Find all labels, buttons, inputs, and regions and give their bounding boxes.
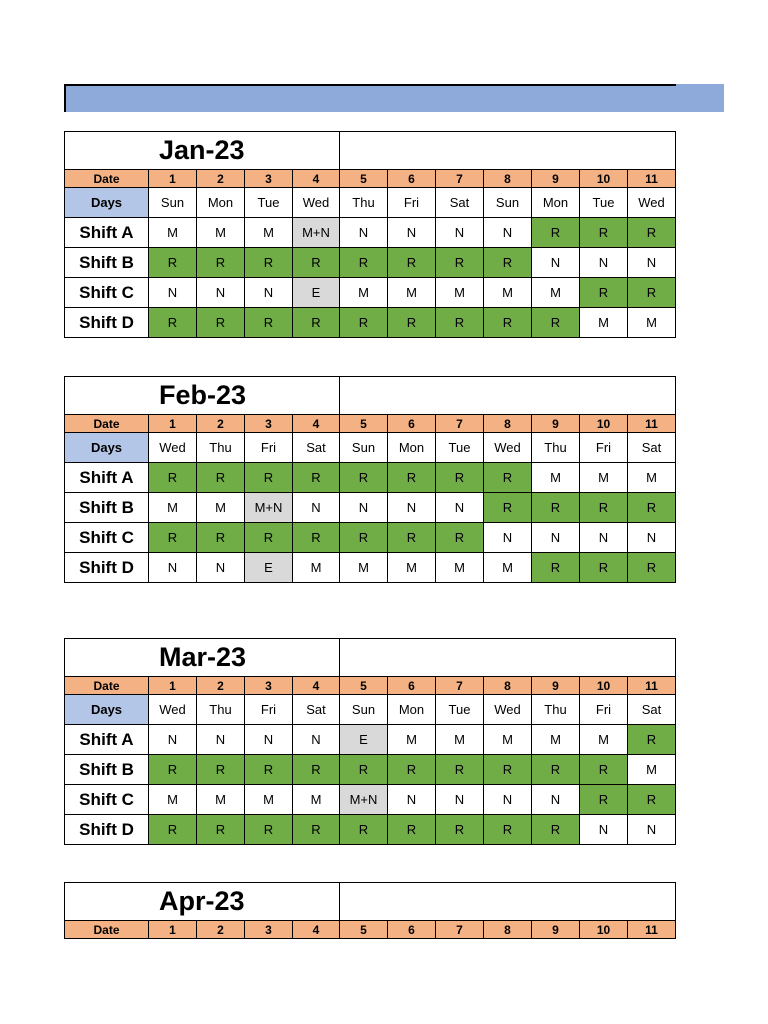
shift-cell: R <box>484 815 532 845</box>
month-table <box>64 376 676 583</box>
shift-cell: M <box>293 553 340 583</box>
shift-row <box>65 725 676 755</box>
date-cell: 6 <box>388 170 436 188</box>
shift-cell: N <box>388 785 436 815</box>
shift-cell: M <box>149 218 197 248</box>
shift-cell: R <box>197 463 245 493</box>
weekday-cell: Mon <box>388 695 436 725</box>
month-title: Mar-23 <box>65 639 340 677</box>
shift-cell: R <box>197 523 245 553</box>
shift-cell: R <box>340 755 388 785</box>
shift-cell: N <box>149 278 197 308</box>
shift-cell: M <box>340 278 388 308</box>
shift-cell: M <box>580 463 628 493</box>
shift-cell: N <box>245 725 293 755</box>
days-label: Days <box>65 188 149 218</box>
shift-cell: R <box>436 755 484 785</box>
shift-cell: N <box>436 785 484 815</box>
shift-cell: R <box>436 248 484 278</box>
date-cell: 7 <box>436 677 484 695</box>
shift-cell: M <box>197 493 245 523</box>
date-cell: 6 <box>388 415 436 433</box>
shift-cell: N <box>484 523 532 553</box>
shift-cell: N <box>580 815 628 845</box>
shift-cell: M <box>388 278 436 308</box>
weekday-cell: Fri <box>245 695 293 725</box>
shift-cell: R <box>388 248 436 278</box>
shift-cell: N <box>245 278 293 308</box>
shift-label: Shift A <box>65 725 149 755</box>
date-cell: 11 <box>628 415 676 433</box>
shift-cell: M <box>197 785 245 815</box>
shift-cell: R <box>197 308 245 338</box>
shift-cell: R <box>436 523 484 553</box>
shift-cell: R <box>628 725 676 755</box>
shift-cell: R <box>388 463 436 493</box>
date-cell: 3 <box>245 415 293 433</box>
date-cell: 6 <box>388 921 436 939</box>
shift-cell: M <box>532 463 580 493</box>
shift-row <box>65 493 676 523</box>
shift-cell: R <box>293 815 340 845</box>
date-cell: 11 <box>628 921 676 939</box>
shift-label: Shift C <box>65 278 149 308</box>
shift-cell: M <box>580 308 628 338</box>
shift-cell: R <box>245 523 293 553</box>
date-cell: 8 <box>484 170 532 188</box>
shift-row <box>65 785 676 815</box>
shift-cell: N <box>628 523 676 553</box>
shift-cell: R <box>436 463 484 493</box>
date-cell: 1 <box>149 677 197 695</box>
shift-cell: N <box>436 493 484 523</box>
shift-cell: M <box>149 785 197 815</box>
shift-cell: R <box>436 815 484 845</box>
shift-cell: M <box>149 493 197 523</box>
shift-label: Shift A <box>65 218 149 248</box>
shift-cell: M <box>580 725 628 755</box>
shift-cell: R <box>532 755 580 785</box>
shift-cell: N <box>532 785 580 815</box>
shift-cell: M <box>436 725 484 755</box>
shift-cell: R <box>628 553 676 583</box>
shift-cell: R <box>149 523 197 553</box>
weekday-cell: Tue <box>436 695 484 725</box>
shift-cell: R <box>484 463 532 493</box>
shift-label: Shift B <box>65 493 149 523</box>
shift-cell: R <box>580 278 628 308</box>
date-label: Date <box>65 921 149 939</box>
shift-cell: R <box>245 248 293 278</box>
shift-cell: R <box>580 218 628 248</box>
weekday-cell: Sat <box>628 695 676 725</box>
weekday-cell: Thu <box>532 433 580 463</box>
shift-label: Shift B <box>65 248 149 278</box>
weekday-cell: Wed <box>149 695 197 725</box>
date-cell: 1 <box>149 921 197 939</box>
date-cell: 10 <box>580 415 628 433</box>
shift-cell: R <box>245 755 293 785</box>
shift-cell: N <box>484 785 532 815</box>
shift-cell: R <box>628 785 676 815</box>
shift-cell: R <box>532 493 580 523</box>
shift-cell: R <box>293 523 340 553</box>
weekday-cell: Wed <box>293 188 340 218</box>
shift-cell: M <box>484 278 532 308</box>
shift-cell: N <box>197 725 245 755</box>
shift-cell: R <box>580 785 628 815</box>
shift-cell: N <box>197 553 245 583</box>
shift-cell: M <box>388 725 436 755</box>
shift-cell: E <box>340 725 388 755</box>
weekday-cell: Fri <box>245 433 293 463</box>
shift-cell: M <box>436 553 484 583</box>
date-cell: 7 <box>436 170 484 188</box>
shift-cell: E <box>293 278 340 308</box>
shift-cell: M <box>628 308 676 338</box>
weekday-cell: Sun <box>484 188 532 218</box>
shift-cell: R <box>388 815 436 845</box>
month-title: Feb-23 <box>65 377 340 415</box>
shift-cell: M <box>484 725 532 755</box>
shift-row <box>65 308 676 338</box>
shift-row <box>65 463 676 493</box>
days-label: Days <box>65 433 149 463</box>
weekday-cell: Thu <box>197 433 245 463</box>
shift-label: Shift D <box>65 815 149 845</box>
date-cell: 2 <box>197 170 245 188</box>
shift-cell: M+N <box>293 218 340 248</box>
shift-cell: M <box>628 755 676 785</box>
shift-cell: R <box>293 755 340 785</box>
shift-cell: R <box>628 493 676 523</box>
date-cell: 9 <box>532 677 580 695</box>
date-cell: 5 <box>340 677 388 695</box>
shift-cell: R <box>340 248 388 278</box>
shift-cell: M <box>436 278 484 308</box>
shift-cell: M <box>245 218 293 248</box>
weekday-cell: Wed <box>484 695 532 725</box>
shift-cell: R <box>340 308 388 338</box>
shift-cell: R <box>532 308 580 338</box>
shift-cell: R <box>293 308 340 338</box>
date-cell: 8 <box>484 921 532 939</box>
shift-cell: N <box>149 553 197 583</box>
month-title-blank <box>340 377 676 415</box>
date-cell: 11 <box>628 170 676 188</box>
month-title-blank <box>340 883 676 921</box>
shift-row <box>65 815 676 845</box>
shift-cell: M <box>484 553 532 583</box>
shift-cell: N <box>436 218 484 248</box>
date-cell: 10 <box>580 921 628 939</box>
date-cell: 9 <box>532 170 580 188</box>
date-cell: 4 <box>293 170 340 188</box>
shift-cell: R <box>149 463 197 493</box>
date-cell: 8 <box>484 415 532 433</box>
shift-cell: R <box>484 248 532 278</box>
shift-cell: R <box>293 248 340 278</box>
weekday-cell: Sat <box>436 188 484 218</box>
weekday-cell: Fri <box>388 188 436 218</box>
shift-cell: R <box>340 463 388 493</box>
shift-cell: M <box>340 553 388 583</box>
shift-cell: R <box>197 248 245 278</box>
shift-cell: R <box>436 308 484 338</box>
shift-cell: R <box>149 308 197 338</box>
shift-cell: R <box>149 755 197 785</box>
shift-cell: R <box>149 815 197 845</box>
shift-cell: N <box>340 218 388 248</box>
date-cell: 4 <box>293 677 340 695</box>
shift-cell: M <box>293 785 340 815</box>
shift-cell: R <box>484 308 532 338</box>
shift-cell: R <box>340 523 388 553</box>
shift-cell: R <box>149 248 197 278</box>
date-cell: 9 <box>532 921 580 939</box>
month-table <box>64 638 676 845</box>
shift-cell: M <box>245 785 293 815</box>
date-cell: 10 <box>580 677 628 695</box>
weekday-cell: Mon <box>388 433 436 463</box>
date-cell: 4 <box>293 415 340 433</box>
shift-label: Shift C <box>65 523 149 553</box>
shift-cell: N <box>628 248 676 278</box>
shift-cell: N <box>532 523 580 553</box>
month-table <box>64 882 676 939</box>
shift-cell: M <box>532 725 580 755</box>
days-label: Days <box>65 695 149 725</box>
shift-cell: M <box>532 278 580 308</box>
shift-cell: N <box>532 248 580 278</box>
shift-cell: M <box>628 463 676 493</box>
date-cell: 8 <box>484 677 532 695</box>
weekday-cell: Thu <box>340 188 388 218</box>
month-title: Jan-23 <box>65 132 340 170</box>
shift-cell: R <box>245 463 293 493</box>
shift-row <box>65 248 676 278</box>
shift-row <box>65 523 676 553</box>
shift-cell: R <box>628 218 676 248</box>
weekday-cell: Sun <box>149 188 197 218</box>
weekday-cell: Sun <box>340 695 388 725</box>
shift-cell: N <box>628 815 676 845</box>
date-cell: 3 <box>245 677 293 695</box>
shift-cell: E <box>245 553 293 583</box>
shift-cell: R <box>197 755 245 785</box>
date-cell: 1 <box>149 170 197 188</box>
date-label: Date <box>65 170 149 188</box>
shift-cell: N <box>293 493 340 523</box>
date-cell: 9 <box>532 415 580 433</box>
shift-cell: R <box>532 553 580 583</box>
shift-label: Shift D <box>65 308 149 338</box>
date-cell: 1 <box>149 415 197 433</box>
shift-row <box>65 755 676 785</box>
date-cell: 5 <box>340 921 388 939</box>
weekday-cell: Thu <box>532 695 580 725</box>
weekday-cell: Fri <box>580 433 628 463</box>
date-label: Date <box>65 677 149 695</box>
date-cell: 11 <box>628 677 676 695</box>
weekday-cell: Mon <box>197 188 245 218</box>
shift-cell: N <box>580 523 628 553</box>
shift-cell: R <box>580 755 628 785</box>
shift-cell: M+N <box>245 493 293 523</box>
month-table <box>64 131 676 338</box>
weekday-cell: Fri <box>580 695 628 725</box>
date-cell: 5 <box>340 170 388 188</box>
shift-row <box>65 278 676 308</box>
shift-label: Shift B <box>65 755 149 785</box>
shift-cell: R <box>580 553 628 583</box>
weekday-cell: Sat <box>293 433 340 463</box>
shift-cell: R <box>388 308 436 338</box>
month-title-blank <box>340 132 676 170</box>
date-cell: 6 <box>388 677 436 695</box>
shift-row <box>65 218 676 248</box>
shift-cell: N <box>388 493 436 523</box>
shift-cell: R <box>580 493 628 523</box>
shift-label: Shift D <box>65 553 149 583</box>
shift-cell: N <box>149 725 197 755</box>
weekday-cell: Tue <box>245 188 293 218</box>
weekday-cell: Mon <box>532 188 580 218</box>
month-title-blank <box>340 639 676 677</box>
shift-cell: N <box>197 278 245 308</box>
shift-cell: M <box>197 218 245 248</box>
date-cell: 5 <box>340 415 388 433</box>
weekday-cell: Sat <box>628 433 676 463</box>
shift-label: Shift A <box>65 463 149 493</box>
date-cell: 2 <box>197 415 245 433</box>
date-cell: 7 <box>436 921 484 939</box>
shift-label: Shift C <box>65 785 149 815</box>
weekday-cell: Wed <box>484 433 532 463</box>
shift-cell: M <box>388 553 436 583</box>
shift-cell: R <box>484 493 532 523</box>
shift-cell: R <box>484 755 532 785</box>
shift-cell: R <box>340 815 388 845</box>
shift-cell: R <box>388 523 436 553</box>
shift-cell: R <box>532 815 580 845</box>
shift-cell: N <box>484 218 532 248</box>
weekday-cell: Wed <box>628 188 676 218</box>
shift-row <box>65 553 676 583</box>
shift-cell: R <box>628 278 676 308</box>
shift-cell: N <box>340 493 388 523</box>
header-bar <box>64 84 724 112</box>
date-cell: 2 <box>197 921 245 939</box>
shift-cell: N <box>293 725 340 755</box>
date-cell: 4 <box>293 921 340 939</box>
shift-cell: R <box>197 815 245 845</box>
shift-cell: R <box>532 218 580 248</box>
shift-cell: N <box>388 218 436 248</box>
shift-cell: R <box>388 755 436 785</box>
date-cell: 7 <box>436 415 484 433</box>
weekday-cell: Sat <box>293 695 340 725</box>
weekday-cell: Sun <box>340 433 388 463</box>
shift-cell: N <box>580 248 628 278</box>
shift-cell: M+N <box>340 785 388 815</box>
month-title: Apr-23 <box>65 883 340 921</box>
weekday-cell: Thu <box>197 695 245 725</box>
shift-cell: R <box>245 308 293 338</box>
weekday-cell: Tue <box>580 188 628 218</box>
weekday-cell: Tue <box>436 433 484 463</box>
weekday-cell: Wed <box>149 433 197 463</box>
date-label: Date <box>65 415 149 433</box>
date-cell: 2 <box>197 677 245 695</box>
date-cell: 3 <box>245 921 293 939</box>
date-cell: 10 <box>580 170 628 188</box>
shift-cell: R <box>293 463 340 493</box>
shift-cell: R <box>245 815 293 845</box>
date-cell: 3 <box>245 170 293 188</box>
